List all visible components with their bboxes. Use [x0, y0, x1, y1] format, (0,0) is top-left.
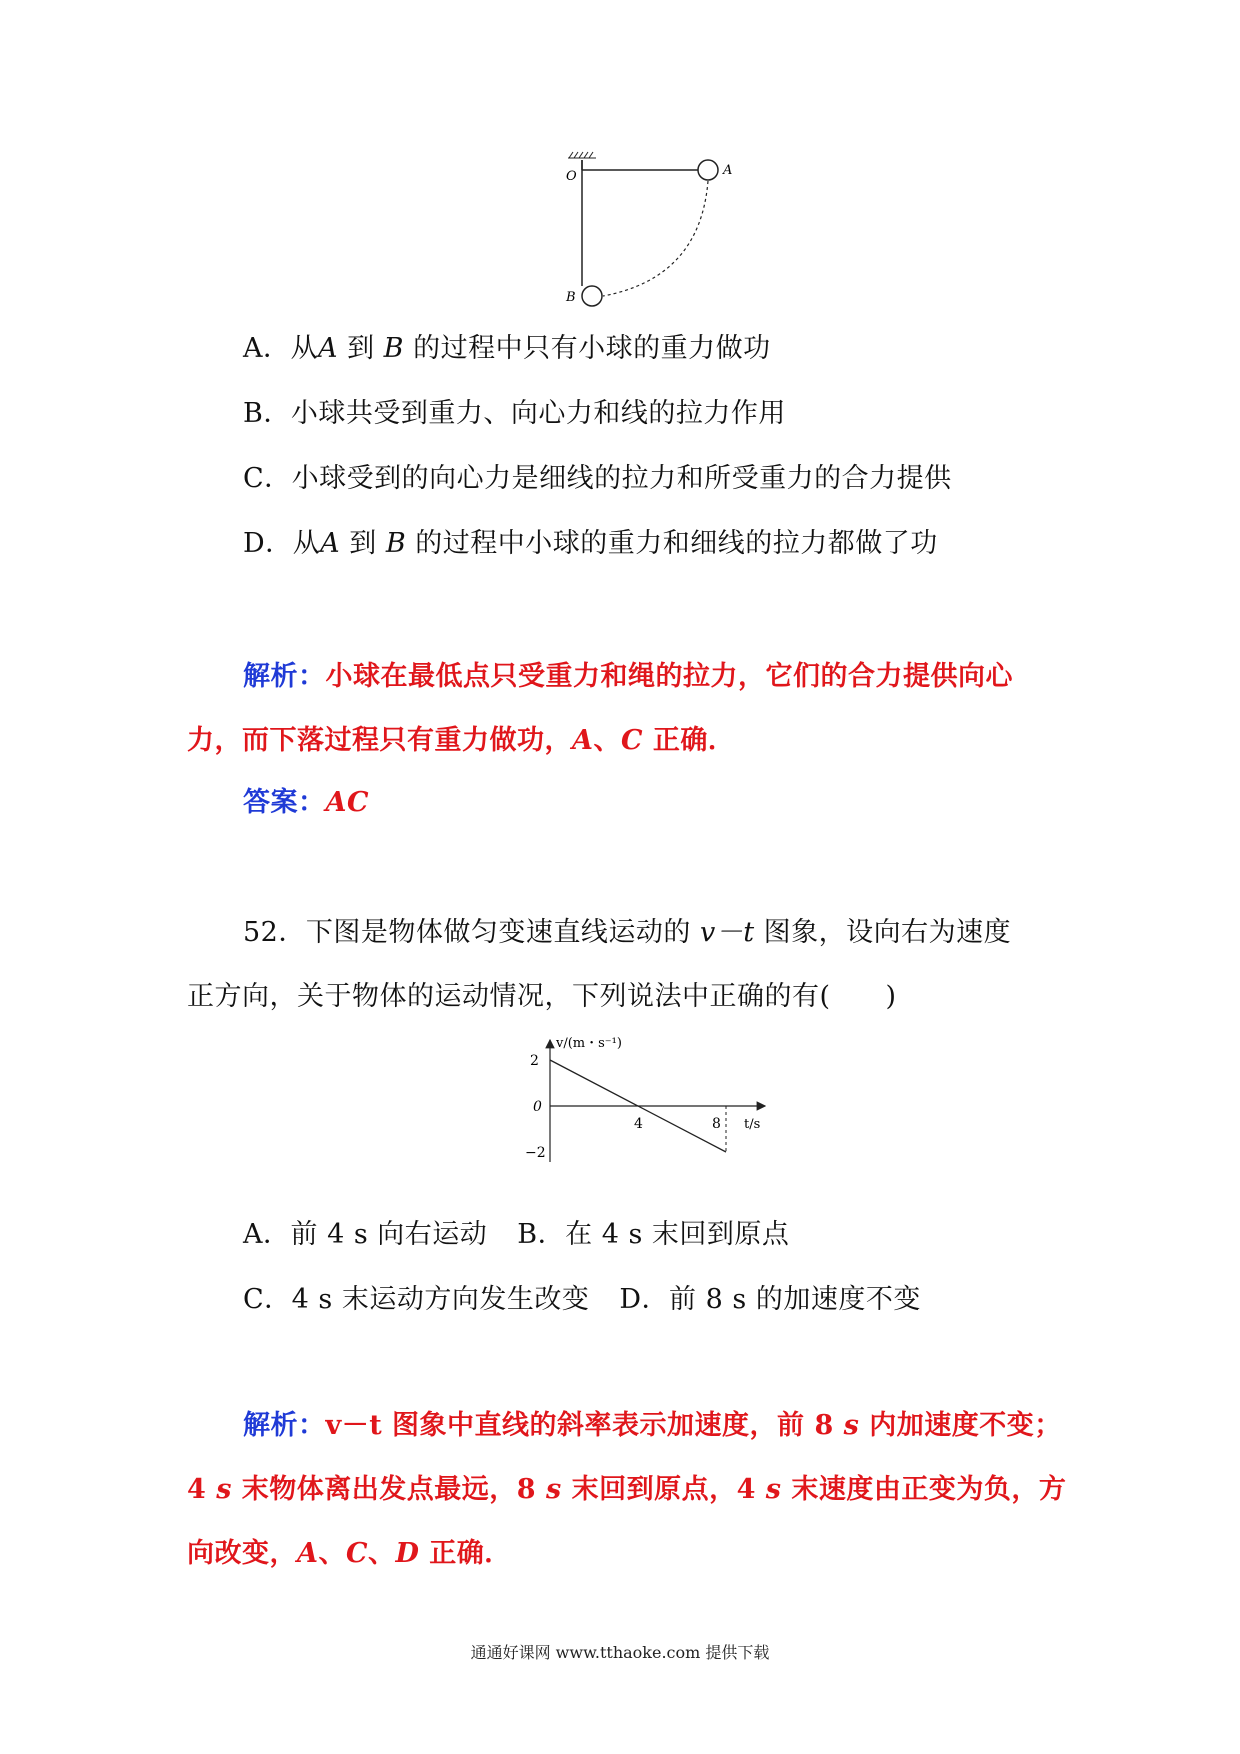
x-tick-label-4: 4: [634, 1116, 643, 1132]
q52-analysis-line1: 解析：v－t 图象中直线的斜率表示加速度，前 8 s 内加速度不变；: [243, 1410, 1062, 1441]
ceiling-support: [568, 152, 596, 158]
y-tick-label-minus2: −2: [525, 1145, 546, 1161]
q51-answer: [243, 780, 369, 819]
origin-label: 0: [533, 1099, 542, 1115]
q52-stem-line2: 正方向，关于物体的运动情况，下列说法中正确的有( ): [187, 981, 897, 1012]
ball-b: [582, 286, 602, 306]
q51-analysis-line2: 力，而下落过程只有重力做功，A、C 正确．: [187, 725, 736, 756]
ball-a: [698, 160, 718, 180]
pendulum-figure: [560, 150, 750, 310]
y-axis-label: v/(m・s⁻¹): [556, 1036, 622, 1051]
y-tick-label-2: 2: [530, 1053, 539, 1069]
q52-option-c: C．4 s 末运动方向发生改变: [243, 1284, 590, 1315]
q52-analysis-line2: 4 s 末物体离出发点最远，8 s 末回到原点，4 s 末速度由正变为负，方: [187, 1474, 1067, 1505]
label-o: O: [566, 169, 577, 184]
q52-analysis-label: 解析：: [243, 1410, 326, 1441]
q51-option-b: B．小球共受到重力、向心力和线的拉力作用: [243, 398, 786, 429]
q52-option-a: A．前 4 s 向右运动: [243, 1219, 488, 1250]
page-footer: 通通好课网 www.tthaoke.com 提供下载: [470, 1643, 770, 1662]
x-tick-label-8: 8: [712, 1116, 721, 1132]
q51-analysis-line1: 解析：小球在最低点只受重力和绳的拉力，它们的合力提供向心: [243, 661, 1013, 692]
vt-chart: [520, 1030, 780, 1180]
swing-path: [603, 181, 708, 296]
q52-option-b: B．在 4 s 末回到原点: [517, 1219, 790, 1250]
q51-option-a: A．从A 到 B 的过程中只有小球的重力做功: [243, 333, 771, 364]
label-b: B: [566, 290, 576, 305]
q51-option-d: D．从A 到 B 的过程中小球的重力和细线的拉力都做了功: [243, 528, 938, 559]
label-a: A: [723, 163, 733, 178]
q51-answer-value: AC: [325, 787, 369, 818]
q52-options-row2: [243, 1277, 921, 1316]
q52-stem-line1: 52．下图是物体做匀变速直线运动的 v－t 图象，设向右为速度: [243, 917, 1012, 948]
q52-analysis-line3: 向改变，A、C、D 正确．: [187, 1538, 512, 1569]
q51-answer-label: 答案：: [243, 787, 326, 818]
x-axis-label: t/s: [744, 1117, 761, 1132]
q51-option-c: C．小球受到的向心力是细线的拉力和所受重力的合力提供: [243, 463, 952, 494]
q52-option-d: D．前 8 s 的加速度不变: [619, 1284, 921, 1315]
q51-analysis-label: 解析：: [243, 661, 326, 692]
q52-options-row1: [243, 1212, 789, 1251]
